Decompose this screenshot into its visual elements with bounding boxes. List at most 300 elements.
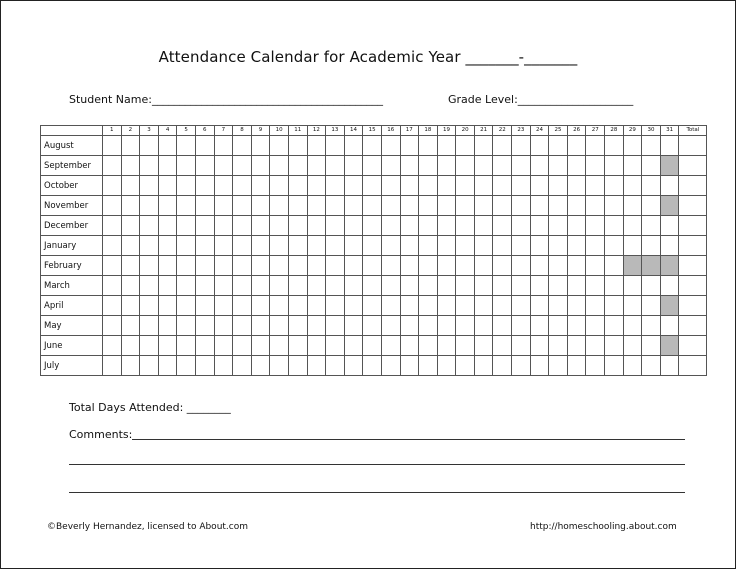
- day-header: 17: [400, 126, 419, 136]
- day-header: 22: [493, 126, 512, 136]
- day-cell: [567, 156, 586, 176]
- day-cell: [660, 236, 679, 256]
- day-cell: [326, 156, 345, 176]
- day-cell: [121, 216, 140, 236]
- day-cell: [642, 156, 661, 176]
- day-cell: [456, 356, 475, 376]
- day-cell: [288, 196, 307, 216]
- day-cell: [177, 256, 196, 276]
- day-cell: [195, 196, 214, 216]
- day-header: 27: [586, 126, 605, 136]
- day-cell: [567, 336, 586, 356]
- day-cell: [307, 236, 326, 256]
- day-cell: [363, 156, 382, 176]
- table-row: [41, 256, 707, 276]
- day-cell: [567, 216, 586, 236]
- day-cell: [381, 156, 400, 176]
- day-cell: [400, 196, 419, 216]
- day-cell: [121, 336, 140, 356]
- day-cell: [158, 216, 177, 236]
- day-cell: [493, 176, 512, 196]
- day-cell: [307, 196, 326, 216]
- day-cell: [660, 276, 679, 296]
- day-cell: [121, 256, 140, 276]
- day-cell: [493, 136, 512, 156]
- day-cell: [214, 316, 233, 336]
- day-cell: [363, 216, 382, 236]
- day-cell: [307, 336, 326, 356]
- day-cell: [381, 196, 400, 216]
- month-label: February: [41, 256, 103, 276]
- day-cell: [177, 276, 196, 296]
- day-cell: [251, 336, 270, 356]
- day-cell: [530, 156, 549, 176]
- day-cell: [233, 136, 252, 156]
- day-cell: [437, 356, 456, 376]
- day-cell: [549, 216, 568, 236]
- day-cell: [567, 236, 586, 256]
- day-cell: [623, 316, 642, 336]
- day-cell: [400, 296, 419, 316]
- day-cell: [419, 136, 438, 156]
- day-cell: [474, 296, 493, 316]
- day-cell: [270, 136, 289, 156]
- comments-line-3: [69, 492, 685, 493]
- day-cell: [549, 196, 568, 216]
- day-cell: [381, 296, 400, 316]
- day-cell: [307, 356, 326, 376]
- day-cell: [623, 196, 642, 216]
- day-cell: [381, 216, 400, 236]
- day-cell: [158, 156, 177, 176]
- day-cell: [512, 276, 531, 296]
- table-header-row: [41, 126, 707, 136]
- month-label: April: [41, 296, 103, 316]
- day-cell: [307, 296, 326, 316]
- day-cell: [642, 136, 661, 156]
- day-cell: [530, 356, 549, 376]
- comments-label: Comments:: [69, 428, 133, 441]
- day-cell: [344, 156, 363, 176]
- day-cell: [605, 316, 624, 336]
- day-cell: [512, 316, 531, 336]
- day-cell: [642, 176, 661, 196]
- day-cell: [288, 336, 307, 356]
- day-cell: [567, 256, 586, 276]
- day-header: 8: [233, 126, 252, 136]
- day-cell: [233, 236, 252, 256]
- day-cell: [474, 316, 493, 336]
- day-cell: [456, 236, 475, 256]
- comments-line-1: [132, 439, 685, 440]
- day-cell: [400, 236, 419, 256]
- day-cell: [326, 276, 345, 296]
- day-cell: [103, 236, 122, 256]
- day-cell: [233, 256, 252, 276]
- day-cell: [493, 316, 512, 336]
- day-cell: [363, 236, 382, 256]
- day-cell: [177, 156, 196, 176]
- day-cell: [400, 316, 419, 336]
- day-cell: [456, 296, 475, 316]
- day-cell: [158, 176, 177, 196]
- day-cell: [288, 356, 307, 376]
- page-title: Attendance Calendar for Academic Year _______-_______: [158, 48, 578, 66]
- day-cell: [251, 216, 270, 236]
- day-cell: [530, 316, 549, 336]
- day-cell: [121, 236, 140, 256]
- day-header: 18: [419, 126, 438, 136]
- day-cell: [474, 356, 493, 376]
- day-cell: [400, 276, 419, 296]
- day-cell: [195, 156, 214, 176]
- day-cell: [419, 256, 438, 276]
- day-cell: [419, 176, 438, 196]
- day-cell: [660, 176, 679, 196]
- day-cell: [493, 196, 512, 216]
- day-cell: [158, 196, 177, 216]
- day-header: 23: [512, 126, 531, 136]
- day-cell: [363, 176, 382, 196]
- day-cell: [456, 156, 475, 176]
- day-header: 15: [363, 126, 382, 136]
- day-cell: [512, 236, 531, 256]
- day-cell: [140, 176, 159, 196]
- day-cell: [549, 316, 568, 336]
- day-cell: [251, 256, 270, 276]
- day-cell: [512, 336, 531, 356]
- day-cell: [121, 136, 140, 156]
- day-cell: [437, 236, 456, 256]
- day-cell: [623, 336, 642, 356]
- table-row: [41, 156, 707, 176]
- total-cell: [679, 196, 707, 216]
- day-cell: [326, 176, 345, 196]
- day-cell: [140, 296, 159, 316]
- day-cell: [605, 336, 624, 356]
- day-cell: [400, 336, 419, 356]
- day-cell: [660, 296, 679, 316]
- day-cell: [586, 256, 605, 276]
- total-header: Total: [679, 126, 707, 136]
- month-label: October: [41, 176, 103, 196]
- day-cell: [177, 236, 196, 256]
- day-cell: [288, 236, 307, 256]
- day-cell: [605, 256, 624, 276]
- day-cell: [177, 296, 196, 316]
- day-cell: [567, 316, 586, 336]
- day-header: 24: [530, 126, 549, 136]
- day-cell: [549, 156, 568, 176]
- day-header: 7: [214, 126, 233, 136]
- day-cell: [270, 196, 289, 216]
- day-cell: [567, 356, 586, 376]
- total-cell: [679, 136, 707, 156]
- day-cell: [344, 276, 363, 296]
- day-cell: [549, 356, 568, 376]
- day-cell: [233, 316, 252, 336]
- day-cell: [270, 216, 289, 236]
- day-cell: [214, 356, 233, 376]
- day-cell: [288, 176, 307, 196]
- day-cell: [642, 256, 661, 276]
- day-cell: [381, 136, 400, 156]
- day-cell: [605, 296, 624, 316]
- day-cell: [363, 136, 382, 156]
- day-cell: [158, 276, 177, 296]
- day-cell: [177, 196, 196, 216]
- day-cell: [623, 276, 642, 296]
- day-cell: [381, 176, 400, 196]
- day-cell: [363, 296, 382, 316]
- day-cell: [549, 336, 568, 356]
- day-cell: [288, 276, 307, 296]
- day-cell: [642, 296, 661, 316]
- day-cell: [121, 296, 140, 316]
- month-label: December: [41, 216, 103, 236]
- day-cell: [549, 296, 568, 316]
- total-cell: [679, 316, 707, 336]
- day-cell: [103, 216, 122, 236]
- day-cell: [623, 136, 642, 156]
- day-header: 13: [326, 126, 345, 136]
- day-cell: [437, 216, 456, 236]
- day-cell: [530, 176, 549, 196]
- day-cell: [605, 216, 624, 236]
- day-cell: [158, 256, 177, 276]
- day-cell: [474, 196, 493, 216]
- day-header: 5: [177, 126, 196, 136]
- day-cell: [177, 176, 196, 196]
- day-cell: [158, 136, 177, 156]
- day-cell: [214, 336, 233, 356]
- day-cell: [493, 336, 512, 356]
- month-label: May: [41, 316, 103, 336]
- day-cell: [660, 156, 679, 176]
- day-cell: [419, 276, 438, 296]
- month-label: August: [41, 136, 103, 156]
- day-cell: [660, 136, 679, 156]
- copyright-notice: ©Beverly Hernandez, licensed to About.com: [47, 522, 249, 532]
- day-cell: [140, 156, 159, 176]
- day-cell: [437, 316, 456, 336]
- day-cell: [605, 196, 624, 216]
- day-cell: [214, 136, 233, 156]
- total-cell: [679, 356, 707, 376]
- day-cell: [586, 216, 605, 236]
- table-row: [41, 236, 707, 256]
- day-cell: [121, 196, 140, 216]
- day-cell: [158, 356, 177, 376]
- day-cell: [623, 216, 642, 236]
- day-cell: [195, 276, 214, 296]
- day-cell: [270, 296, 289, 316]
- day-cell: [512, 156, 531, 176]
- day-cell: [660, 256, 679, 276]
- day-cell: [586, 296, 605, 316]
- day-cell: [307, 176, 326, 196]
- day-cell: [214, 276, 233, 296]
- day-cell: [158, 316, 177, 336]
- table-row: [41, 296, 707, 316]
- day-cell: [140, 276, 159, 296]
- day-cell: [660, 196, 679, 216]
- day-cell: [530, 296, 549, 316]
- day-cell: [158, 296, 177, 316]
- day-cell: [586, 156, 605, 176]
- day-cell: [307, 256, 326, 276]
- day-cell: [400, 156, 419, 176]
- day-cell: [103, 336, 122, 356]
- day-cell: [474, 256, 493, 276]
- total-cell: [679, 336, 707, 356]
- day-cell: [307, 156, 326, 176]
- day-cell: [270, 356, 289, 376]
- day-cell: [195, 296, 214, 316]
- day-cell: [437, 276, 456, 296]
- month-label: March: [41, 276, 103, 296]
- day-cell: [251, 356, 270, 376]
- day-cell: [474, 236, 493, 256]
- day-cell: [140, 336, 159, 356]
- day-cell: [121, 316, 140, 336]
- day-cell: [195, 236, 214, 256]
- day-cell: [456, 176, 475, 196]
- day-header: 2: [121, 126, 140, 136]
- day-header: 19: [437, 126, 456, 136]
- table-row: [41, 176, 707, 196]
- day-cell: [140, 236, 159, 256]
- day-cell: [381, 276, 400, 296]
- day-cell: [623, 256, 642, 276]
- day-cell: [493, 216, 512, 236]
- day-cell: [103, 316, 122, 336]
- day-cell: [437, 336, 456, 356]
- header-corner: [41, 126, 103, 136]
- day-cell: [605, 276, 624, 296]
- day-cell: [214, 236, 233, 256]
- month-label: January: [41, 236, 103, 256]
- day-cell: [270, 236, 289, 256]
- day-cell: [103, 156, 122, 176]
- day-cell: [437, 156, 456, 176]
- comments-line-2: [69, 464, 685, 465]
- day-cell: [214, 216, 233, 236]
- day-cell: [251, 316, 270, 336]
- day-cell: [270, 256, 289, 276]
- day-cell: [474, 176, 493, 196]
- day-cell: [605, 136, 624, 156]
- day-cell: [456, 136, 475, 156]
- day-cell: [270, 276, 289, 296]
- day-cell: [344, 136, 363, 156]
- day-cell: [437, 176, 456, 196]
- day-cell: [195, 176, 214, 196]
- total-cell: [679, 296, 707, 316]
- day-cell: [195, 216, 214, 236]
- day-cell: [307, 216, 326, 236]
- day-cell: [158, 336, 177, 356]
- day-header: 28: [605, 126, 624, 136]
- day-cell: [419, 196, 438, 216]
- day-cell: [642, 336, 661, 356]
- day-cell: [288, 156, 307, 176]
- day-cell: [660, 336, 679, 356]
- day-cell: [103, 256, 122, 276]
- day-cell: [326, 336, 345, 356]
- day-cell: [512, 296, 531, 316]
- day-cell: [586, 196, 605, 216]
- day-cell: [400, 136, 419, 156]
- day-cell: [251, 196, 270, 216]
- day-cell: [586, 336, 605, 356]
- day-cell: [326, 256, 345, 276]
- month-label: September: [41, 156, 103, 176]
- day-header: 25: [549, 126, 568, 136]
- total-days-attended: Total Days Attended: ________: [69, 401, 231, 414]
- day-cell: [103, 296, 122, 316]
- day-header: 11: [288, 126, 307, 136]
- day-header: 9: [251, 126, 270, 136]
- day-cell: [195, 356, 214, 376]
- day-cell: [549, 136, 568, 156]
- day-cell: [381, 236, 400, 256]
- day-cell: [530, 196, 549, 216]
- day-cell: [419, 356, 438, 376]
- day-cell: [363, 336, 382, 356]
- day-cell: [419, 336, 438, 356]
- day-cell: [103, 196, 122, 216]
- table-row: [41, 136, 707, 156]
- day-cell: [474, 276, 493, 296]
- day-cell: [437, 196, 456, 216]
- table-row: [41, 216, 707, 236]
- day-cell: [623, 156, 642, 176]
- day-cell: [177, 336, 196, 356]
- day-cell: [233, 276, 252, 296]
- day-cell: [233, 156, 252, 176]
- day-cell: [530, 256, 549, 276]
- grade-level-field: Grade Level:_____________________: [448, 93, 634, 106]
- day-cell: [363, 356, 382, 376]
- day-cell: [623, 296, 642, 316]
- day-cell: [288, 136, 307, 156]
- day-cell: [344, 176, 363, 196]
- day-cell: [326, 296, 345, 316]
- day-cell: [660, 316, 679, 336]
- day-cell: [419, 296, 438, 316]
- day-cell: [344, 336, 363, 356]
- attendance-table: [40, 125, 707, 376]
- day-cell: [214, 256, 233, 276]
- day-cell: [270, 176, 289, 196]
- day-cell: [270, 336, 289, 356]
- total-cell: [679, 256, 707, 276]
- day-cell: [140, 216, 159, 236]
- day-cell: [103, 176, 122, 196]
- day-cell: [400, 356, 419, 376]
- day-cell: [288, 216, 307, 236]
- day-cell: [493, 276, 512, 296]
- day-cell: [288, 316, 307, 336]
- day-header: 3: [140, 126, 159, 136]
- month-label: June: [41, 336, 103, 356]
- day-cell: [177, 216, 196, 236]
- day-cell: [474, 336, 493, 356]
- day-header: 30: [642, 126, 661, 136]
- day-cell: [251, 156, 270, 176]
- table-row: [41, 356, 707, 376]
